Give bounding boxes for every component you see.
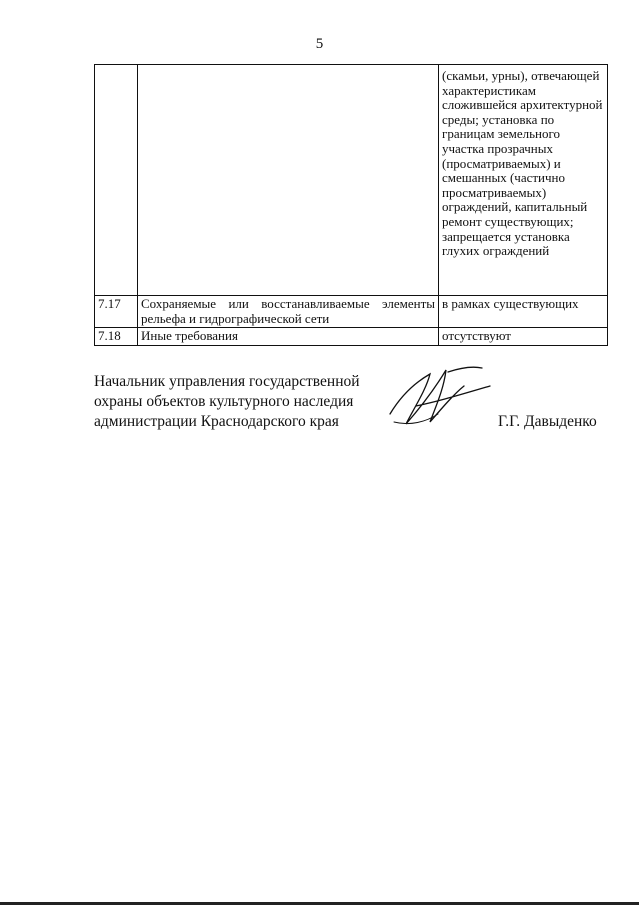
signer-position: Начальник управления государственной охраны объектов культурного наследия администрации Краснодарского края xyxy=(94,373,360,430)
row-number: 7.18 xyxy=(95,328,138,346)
row-name xyxy=(138,65,439,296)
page-number: 5 xyxy=(315,36,324,52)
table-row xyxy=(95,328,608,346)
row-number: 7.17 xyxy=(95,296,138,328)
row-name: Сохраняемые или восстанавливаемые элементы рельефа и гидрографической сети xyxy=(138,296,439,328)
row-value: отсутствуют xyxy=(439,328,608,346)
row-name: Иные требования xyxy=(138,328,439,346)
row-number xyxy=(95,65,138,296)
requirements-table xyxy=(94,64,608,346)
table-row xyxy=(95,296,608,328)
row-value: в рамках существующих xyxy=(439,296,608,328)
handwritten-signature xyxy=(386,364,496,436)
signer-name: Г.Г. Давыденко xyxy=(498,413,597,430)
table-row-continuation xyxy=(95,65,608,296)
row-value: (скамьи, урны), отвечающей характеристикам сложившейся архитектурной среды; установка по границам земельного участка прозрачных (просматриваемых) и смешанных (частично просматриваемых) ограждений, капитальный ремонт существующих; запрещается установка глухих ограждений xyxy=(439,65,608,296)
